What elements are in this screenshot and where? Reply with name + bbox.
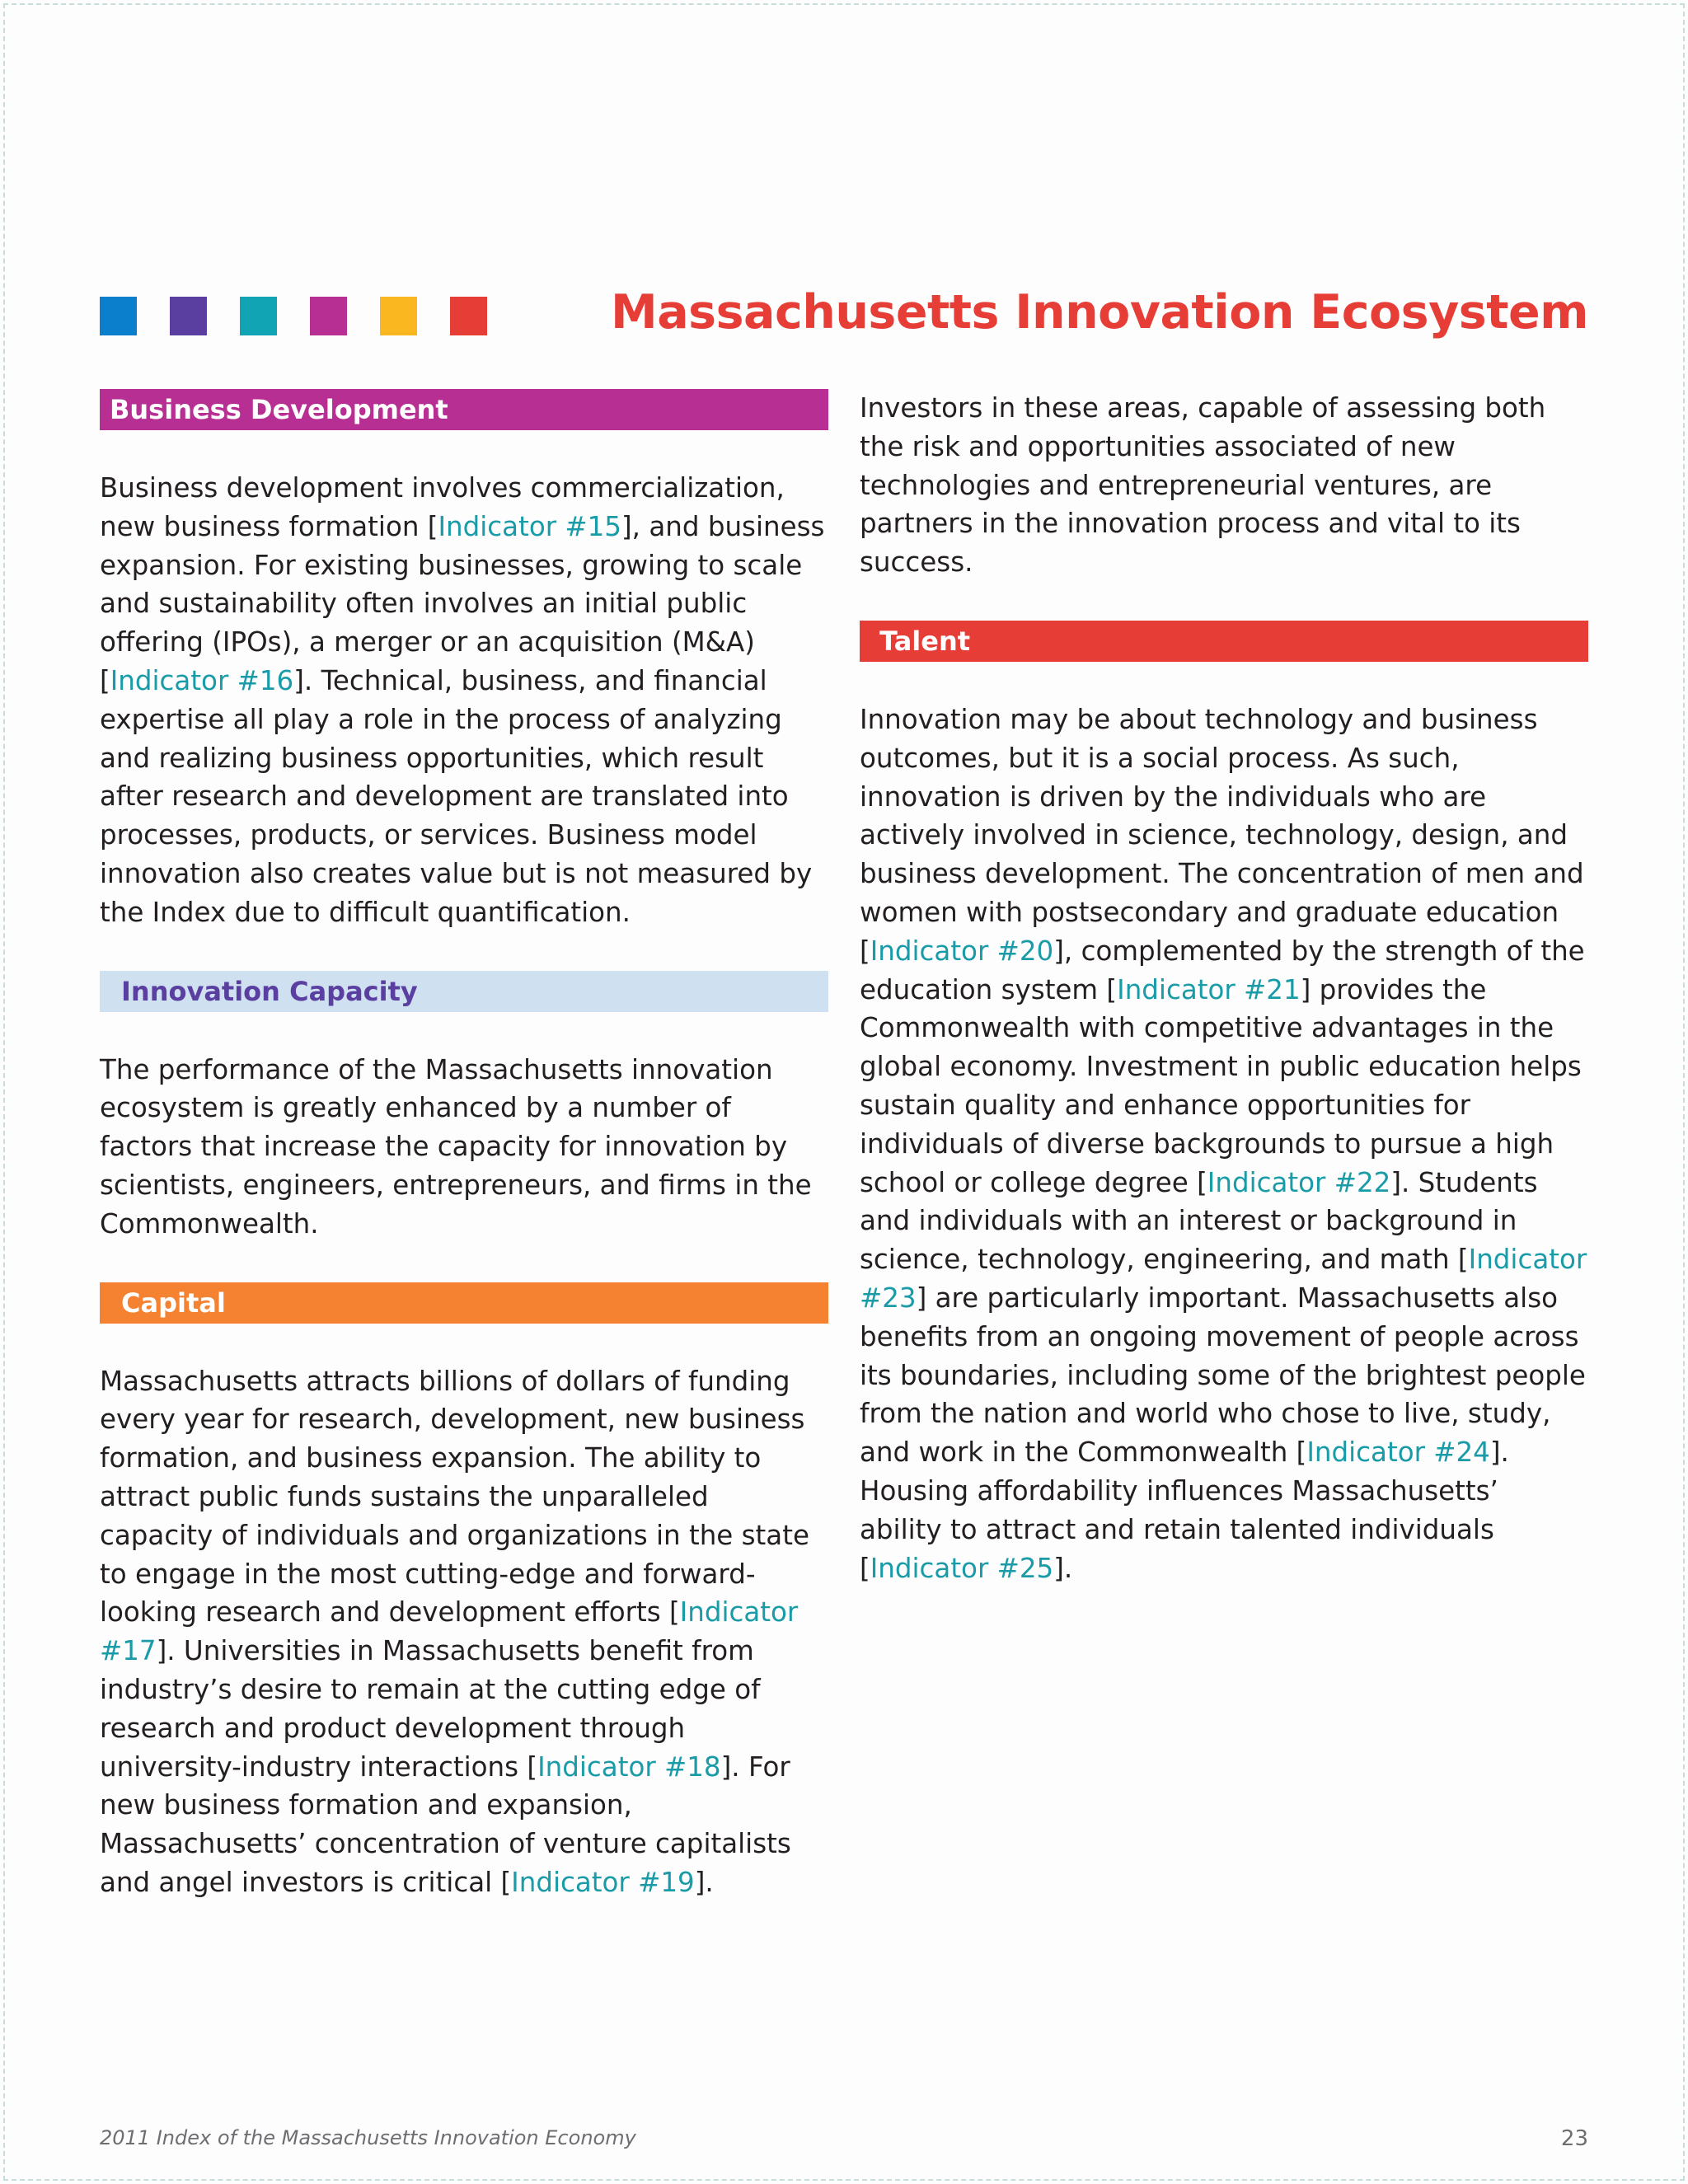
- talent-heading: Talent: [860, 621, 1588, 662]
- innovation-capacity-text: The performance of the Massachusetts innovation ecosystem is greatly enhanced by a number of factors that increase the capacity for innovation by scientists, engineers, entrepreneurs, and firms in the Commonwealth.: [100, 1053, 812, 1240]
- indicator-24-link[interactable]: Indicator #24: [1306, 1436, 1490, 1469]
- color-square-teal: [240, 297, 277, 335]
- indicator-21-link[interactable]: Indicator #21: [1117, 973, 1301, 1005]
- color-square-yellow: [380, 297, 417, 335]
- color-square-blue: [100, 297, 137, 335]
- indicator-17-link[interactable]: Indicator #17: [100, 1596, 799, 1667]
- color-square-red: [450, 297, 487, 335]
- page-title: Massachusetts Innovation Ecosystem: [610, 285, 1588, 340]
- indicator-18-link[interactable]: Indicator #18: [537, 1750, 721, 1783]
- indicator-25-link[interactable]: Indicator #25: [870, 1552, 1054, 1584]
- right-column: [860, 389, 1588, 1587]
- indicator-20-link[interactable]: Indicator #20: [870, 935, 1054, 967]
- color-squares: [100, 297, 487, 335]
- footer-publication-title: 2011 Index of the Massachusetts Innovation Economy: [100, 2126, 636, 2149]
- indicator-23-link[interactable]: Indicator #23: [860, 1244, 1587, 1314]
- business-development-text: Business development involves commercialization, new business formation [Indicator #15], and business expansion. For existing businesses, growing to scale and sustainability often involves an initial public offering (IPOs), a merger or an acquisition (M&A) [Indicator #16]. Technical, business, and financial expertise all play a role in the process of analyzing and realizing business opportunities, which result after research and development are translated into processes, products, or services. Business model innovation also creates value but is not measured by the Index due to difficult quantification.: [100, 472, 825, 928]
- capital-heading: Capital: [100, 1282, 828, 1324]
- page-number: 23: [1560, 2126, 1588, 2151]
- investors-text: Investors in these areas, capable of assessing both the risk and opportunities associated of new technologies and entrepreneurial ventures, are partners in the innovation process and vital to its success.: [860, 392, 1546, 579]
- capital-text: Massachusetts attracts billions of dollars of funding every year for research, development, new business formation, and business expansion. The ability to attract public funds sustains the unparalleled capacity of individuals and organizations in the state to engage in the most cutting-edge and forward-looking research and development efforts [Indicator #17]. Universities in Massachusetts benefit from industry’s desire to remain at the cutting edge of research and product development through university-industry interactions [Indicator #18]. For new business formation and expansion, Massachusetts’ concentration of venture capitalists and angel investors is critical [Indicator #19].: [100, 1365, 809, 1898]
- indicator-19-link[interactable]: Indicator #19: [511, 1866, 695, 1898]
- color-square-magenta: [310, 297, 347, 335]
- indicator-22-link[interactable]: Indicator #22: [1207, 1166, 1391, 1198]
- innovation-capacity-heading: Innovation Capacity: [100, 971, 828, 1012]
- talent-text: Innovation may be about technology and business outcomes, but it is a social process. As such, innovation is driven by the individuals who are actively involved in science, technology, design, and business development. The concentration of men and women with postsecondary and graduate education [Indicator #20], complemented by the strength of the education system [Indicator #21] provides the Commonwealth with competitive advantages in the global economy. Investment in public education helps sustain quality and enhance opportunities for individuals of diverse backgrounds to pursue a high school or college degree [Indicator #22]. Students and individuals with an interest or background in science, technology, engineering, and math [Indicator #23] are particularly important. Massachusetts also benefits from an ongoing movement of people across its boundaries, including some of the brightest people from the nation and world who chose to live, study, and work in the Commonwealth [Indicator #24]. Housing affordability influences Massachusetts’ ability to attract and retain talented individuals [Indicator #25].: [860, 703, 1587, 1584]
- business-development-heading: Business Development: [100, 389, 828, 430]
- indicator-16-link[interactable]: Indicator #16: [110, 664, 294, 696]
- left-column: [100, 389, 828, 1902]
- color-square-purple: [170, 297, 207, 335]
- indicator-15-link[interactable]: Indicator #15: [438, 510, 621, 542]
